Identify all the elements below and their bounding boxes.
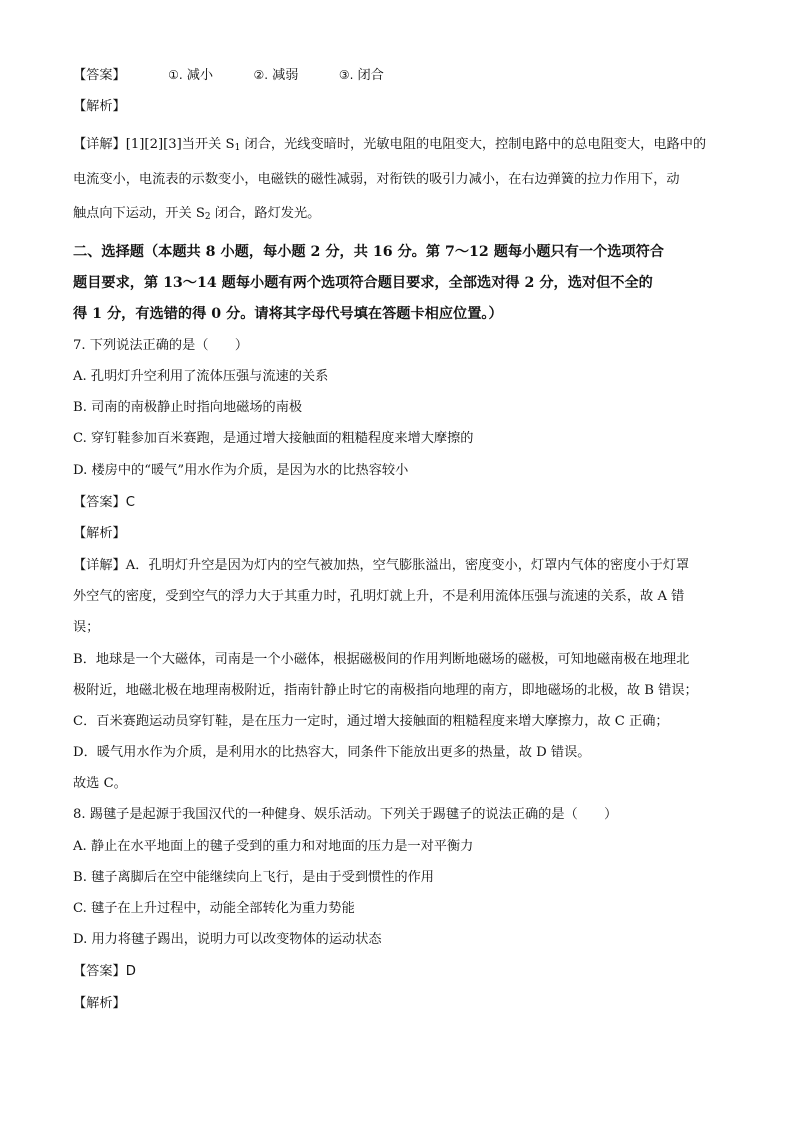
question-8-analysis-heading: 【解析】 bbox=[73, 996, 126, 1011]
detail-tag: 【详解】 bbox=[73, 137, 126, 152]
answer-item-3: ③. 闭合 bbox=[338, 68, 384, 83]
answer-tag: 【答案】 bbox=[73, 68, 126, 83]
question-7-conclusion: 故选 C。 bbox=[73, 776, 127, 791]
question-7-detail-line: 极附近，地磁北极在地理南极附近，指南针静止时它的南极指向地理的南方，即地磁场的北极，故 B 错误； bbox=[73, 683, 698, 698]
answer-item-2: ②. 减弱 bbox=[253, 68, 299, 83]
answer-line-1 bbox=[73, 65, 733, 86]
question-7-detail-line: 外空气的密度，受到空气的浮力大于其重力时，孔明灯就上升，不是利用流体压强与流速的关系，故 A 错 bbox=[73, 589, 685, 604]
question-7-option-d: D. 楼房中的“暖气”用水作为介质，是因为水的比热容较小 bbox=[73, 463, 409, 478]
section-heading: 题目要求，第 13～14 题每小题有两个选项符合题目要求，全部选对得 2 分，选对但不全的 bbox=[73, 275, 653, 291]
question-7-answer: 【答案】C bbox=[73, 495, 135, 510]
detail-line: 电流变小，电流表的示数变小，电磁铁的磁性减弱，对衔铁的吸引力减小，在右边弹簧的拉力作用下，动 bbox=[73, 172, 680, 187]
question-7-detail-line: 【详解】A．孔明灯升空是因为灯内的空气被加热，空气膨胀溢出，密度变小，灯罩内气体的密度小于灯罩 bbox=[73, 558, 690, 573]
question-8-option-d: D. 用力将毽子踢出，说明力可以改变物体的运动状态 bbox=[73, 932, 382, 947]
question-8-answer: 【答案】D bbox=[73, 964, 136, 979]
section-heading: 得 1 分，有选错的得 0 分。请将其字母代号填在答题卡相应位置。） bbox=[73, 306, 503, 322]
analysis-heading: 【解析】 bbox=[73, 99, 126, 114]
question-7-analysis-heading: 【解析】 bbox=[73, 526, 126, 541]
question-8-option-a: A. 静止在水平地面上的毽子受到的重力和对地面的压力是一对平衡力 bbox=[73, 839, 474, 854]
question-7-option-b: B. 司南的南极静止时指向地磁场的南极 bbox=[73, 400, 303, 415]
question-7-detail-line: 误； bbox=[73, 620, 100, 635]
question-7-detail-line: C．百米赛跑运动员穿钉鞋，是在压力一定时，通过增大接触面的粗糙程度来增大摩擦力，故 C 正确； bbox=[73, 714, 669, 729]
detail-line: 【详解】[1][2][3]当开关 $S_1$ 闭合，光线变暗时，光敏电阻的电阻变大，控制电路中的总电阻变大，电路中的 bbox=[73, 137, 707, 153]
detail-line: 触点向下运动，开关 $S_2$ 闭合，路灯发光。 bbox=[73, 206, 321, 222]
question-8-option-c: C. 毽子在上升过程中，动能全部转化为重力势能 bbox=[73, 901, 355, 916]
question-7-detail-line: D．暖气用水作为介质，是利用水的比热容大，同条件下能放出更多的热量，故 D 错误。 bbox=[73, 745, 591, 760]
question-7-option-c: C. 穿钉鞋参加百米赛跑，是通过增大接触面的粗糙程度来增大摩擦的 bbox=[73, 431, 474, 446]
question-7-detail-line: B．地球是一个大磁体，司南是一个小磁体，根据磁极间的作用判断地磁场的磁极，可知地磁南极在地理北 bbox=[73, 652, 690, 667]
question-7-stem: 7. 下列说法正确的是（ ） bbox=[73, 338, 249, 353]
answer-item-1: ①. 减小 bbox=[168, 68, 214, 83]
question-7-option-a: A. 孔明灯升空利用了流体压强与流速的关系 bbox=[73, 369, 329, 384]
question-8-option-b: B. 毽子离脚后在空中能继续向上飞行，是由于受到惯性的作用 bbox=[73, 870, 434, 885]
section-heading: 二、选择题（本题共 8 小题，每小题 2 分，共 16 分。第 7～12 题每小题只有一个选项符合 bbox=[73, 244, 664, 260]
question-8-stem: 8. 踢毽子是起源于我国汉代的一种健身、娱乐活动。下列关于踢毽子的说法正确的是（ ） bbox=[73, 807, 618, 822]
